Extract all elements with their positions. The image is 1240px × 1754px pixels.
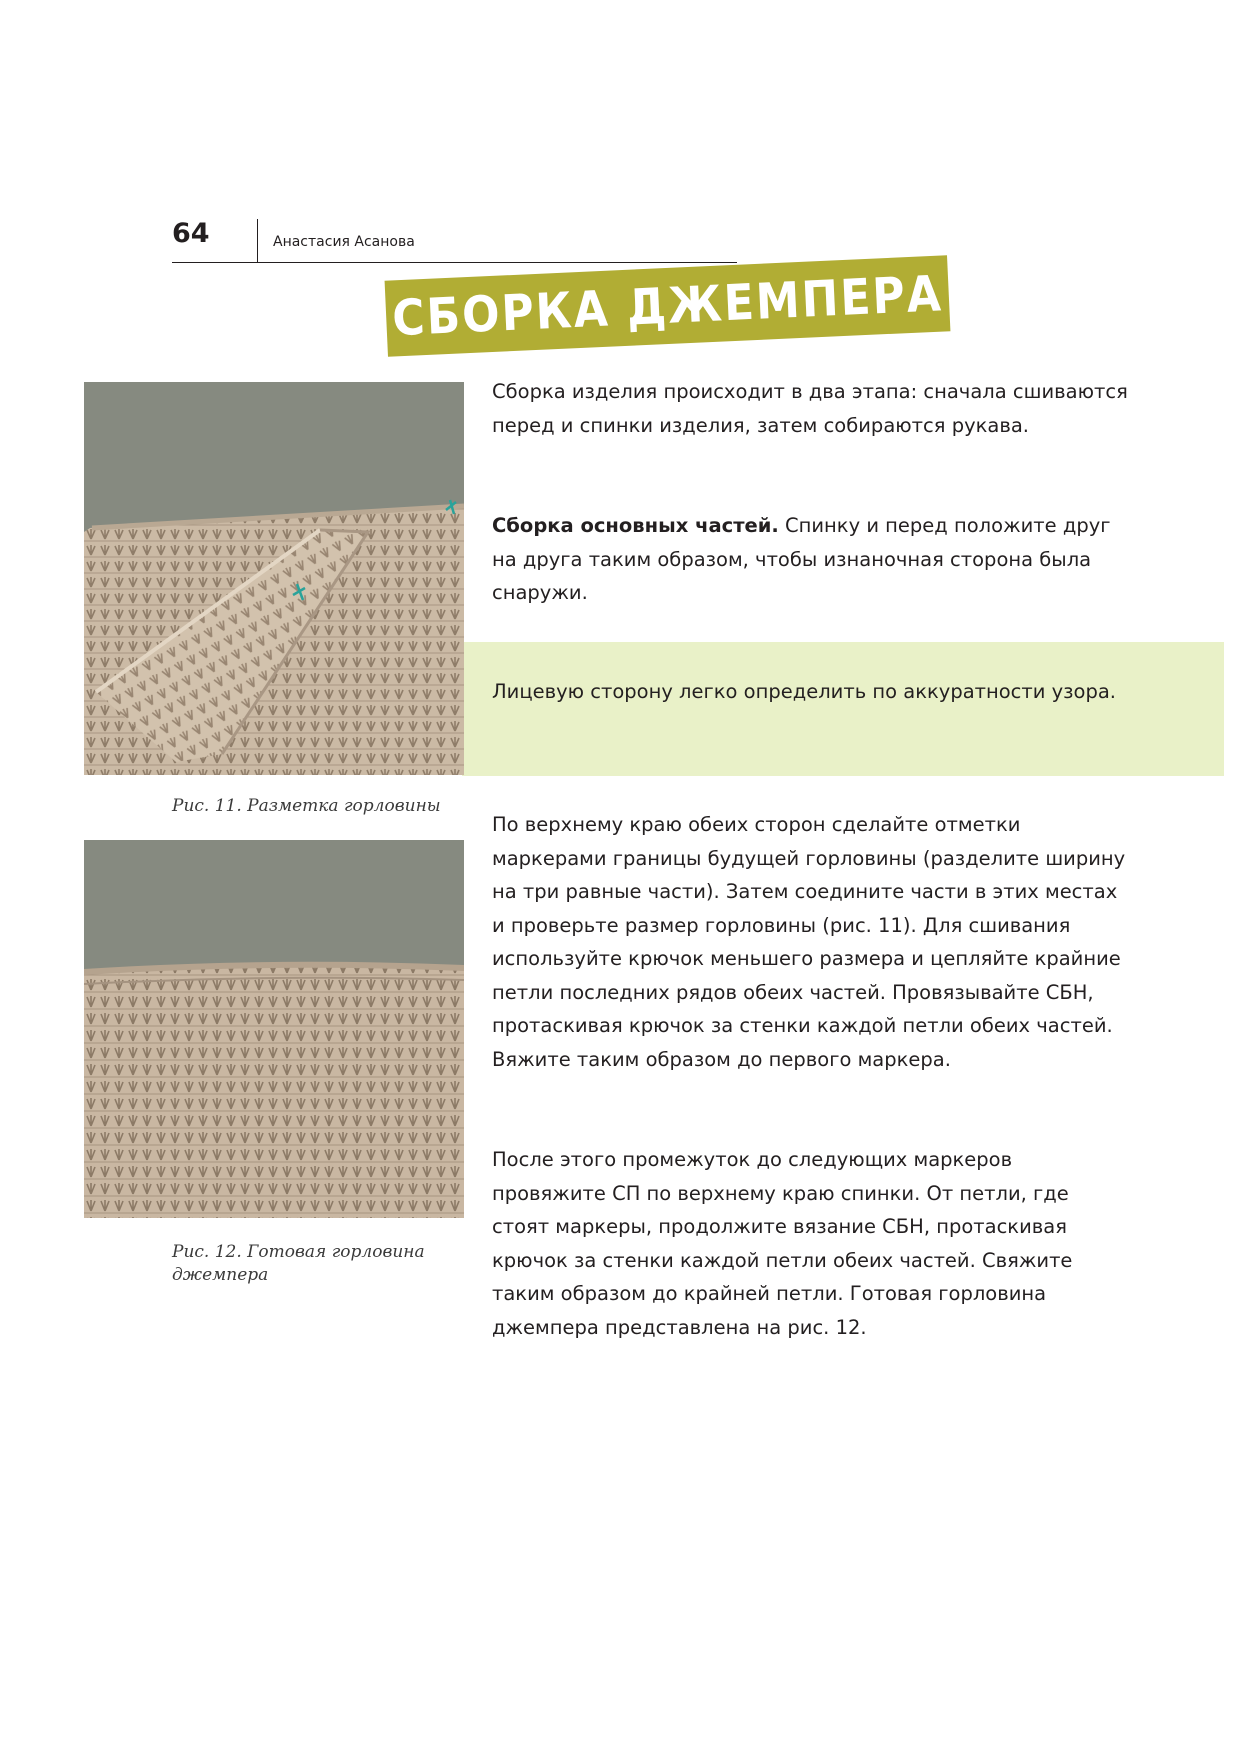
neckline-paragraph: По верхнему краю обеих сторон сделайте отметки маркерами границы будущей горловины (разделите ширину на три равные части). Затем соедините части в этих местах и проверьте размер горловины (рис. 11). Для сшивания используйте крючок меньшего размера и цепляйте крайние петли последних рядов обеих частей. Провязывайте СБН, протаскивая крючок за стенки каждой петли обеих частей. Вяжите таким образом до первого маркера. xyxy=(492,813,1126,1071)
main-parts-text: Спинку и перед положите друг на друга таким образом, чтобы изнаночная сторона была снаружи. xyxy=(492,514,1111,604)
figure-12-caption: Рис. 12. Готовая горловина джемпера xyxy=(172,1242,425,1285)
intro-paragraph: Сборка изделия происходит в два этапа: сначала сшиваются перед и спинки изделия, затем собираются рукава. xyxy=(492,380,1128,437)
knitted-pieces-marked-image xyxy=(84,382,464,775)
chapter-title: СБОРКА ДЖЕМПЕРА xyxy=(391,264,944,348)
header-rule xyxy=(172,262,737,263)
figure-11-caption: Рис. 11. Разметка горловины xyxy=(172,796,441,816)
header-divider xyxy=(257,219,258,263)
running-header-author: Анастасия Асанова xyxy=(273,234,415,250)
chapter-title-banner xyxy=(385,255,951,356)
figure-12-photo xyxy=(84,840,464,1218)
main-parts-lead: Сборка основных частей. xyxy=(492,514,779,537)
page-number: 64 xyxy=(172,218,210,249)
figure-11-photo xyxy=(84,382,464,775)
tip-paragraph: Лицевую сторону легко определить по аккуратности узора. xyxy=(492,680,1116,703)
finish-paragraph: После этого промежуток до следующих маркеров провяжите СП по верхнему краю спинки. От петли, где стоят маркеры, продолжите вязание СБН, протаскивая крючок за стенки каждой петли обеих частей. Свяжите таким образом до крайней петли. Готовая горловина джемпера представлена на рис. 12. xyxy=(492,1148,1073,1339)
main-parts-paragraph xyxy=(492,509,1132,610)
finished-neckline-image xyxy=(84,840,464,1218)
tip-highlight-band xyxy=(462,642,1224,776)
